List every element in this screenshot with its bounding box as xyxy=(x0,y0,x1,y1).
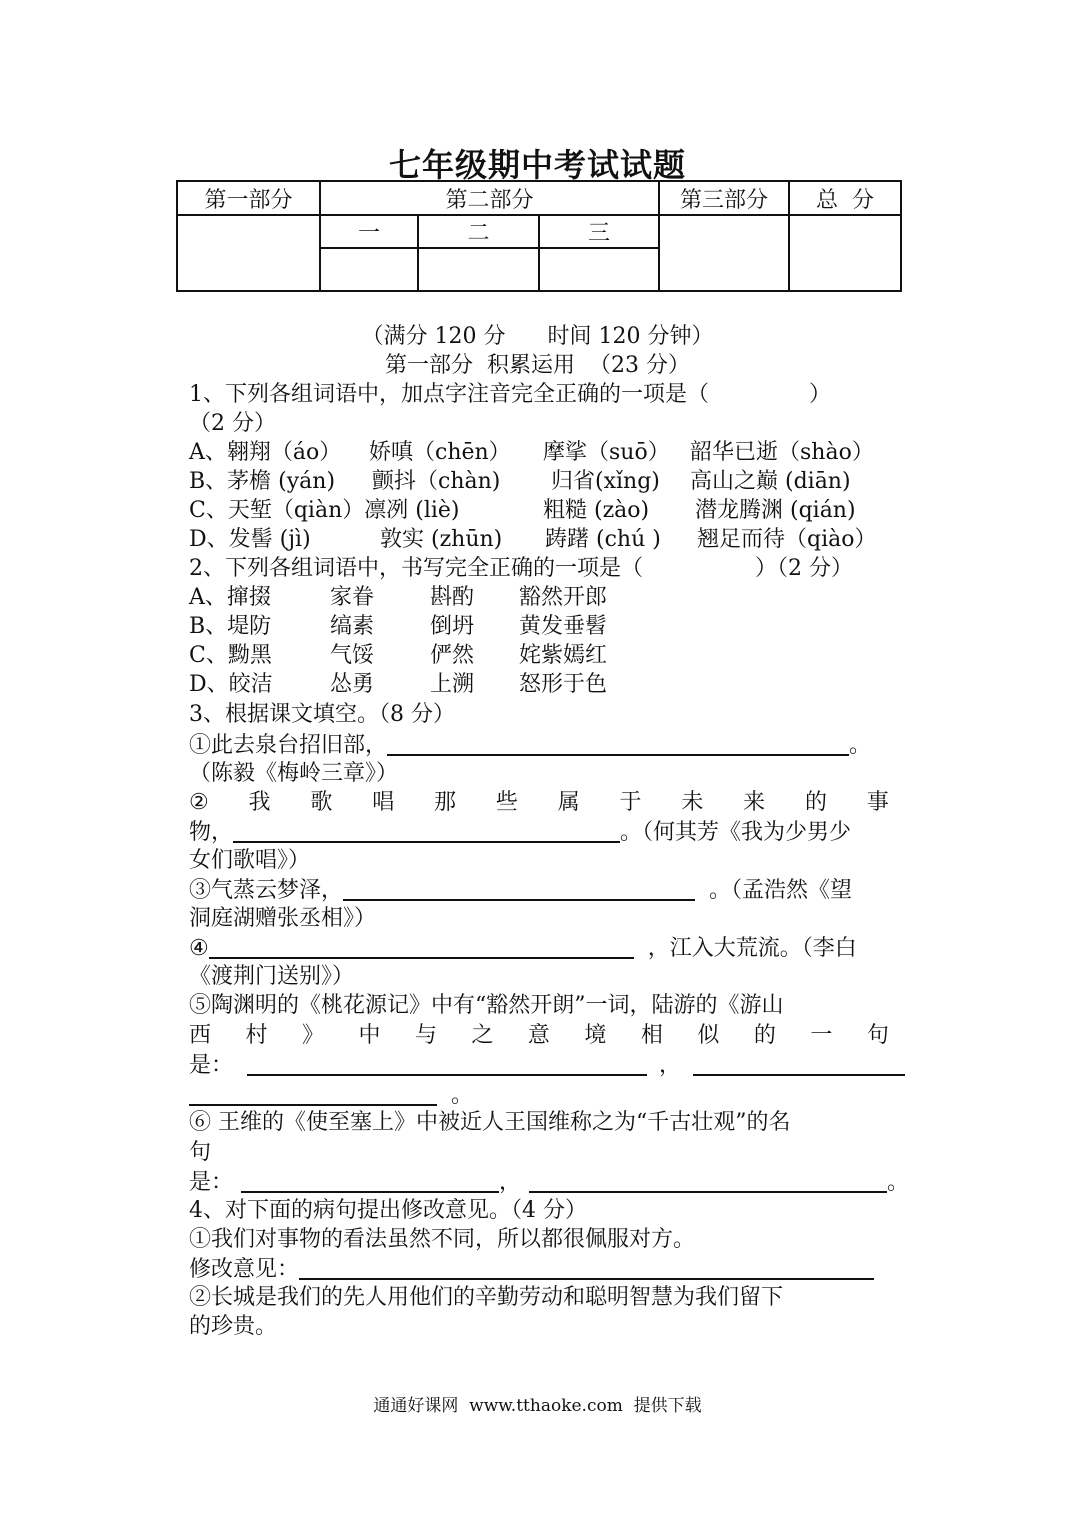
q2-option-d-word2: 怂勇 xyxy=(330,672,375,697)
score-header-part1: 第一部分 xyxy=(177,181,320,215)
q2-option-b: B、堤防 xyxy=(189,614,272,639)
q1-option-a: A、翱翔（áo） xyxy=(189,440,342,465)
exam-info: （满分 120 分 时间 120 分钟） xyxy=(361,324,714,349)
q3-item-3-source: 洞庭湖赠张丞相》） xyxy=(189,906,377,931)
q1-option-d-word3: 踌躇 (chú ) xyxy=(545,527,661,552)
q2-stem: 2、下列各组词语中，书写完全正确的一项是（ ）（2 分） xyxy=(189,556,853,581)
exam-title: 七年级期中考试试题 xyxy=(388,146,686,184)
q2-option-c-word4: 姹紫嫣红 xyxy=(519,643,608,668)
q3-item-4-blank[interactable] xyxy=(209,933,634,959)
score-sub-header-2: 二 xyxy=(418,215,539,248)
score-sub-header-1: 一 xyxy=(320,215,418,248)
q1-option-d-word2: 敦实 (zhūn) xyxy=(380,527,503,552)
q1-option-c: C、天堑（qiàn）凛冽 (liè) xyxy=(189,498,460,523)
q1-option-a-word3: 摩挲（suō） xyxy=(543,440,670,465)
q1-option-c-word3: 粗糙 (zào) xyxy=(543,498,650,523)
q3-item-4-source: 《渡荆门送别》） xyxy=(189,964,355,989)
q3-item-2-line2: 物， 。（何其芳《我为少男少 xyxy=(189,817,851,848)
q4-sentence-1: ①我们对事物的看法虽然不同，所以都很佩服对方。 xyxy=(189,1227,696,1252)
q1-stem: 1、下列各组词语中，加点字注音完全正确的一项是（ ） xyxy=(189,382,832,407)
q3-item-5-blank-2[interactable] xyxy=(693,1050,905,1076)
score-header-part2: 第二部分 xyxy=(320,181,659,215)
q3-item-6-blank-1[interactable] xyxy=(241,1167,499,1193)
q3-item-2-line1: ② 我 歌 唱 那 些 属 于 未 来 的 事 xyxy=(189,790,889,815)
score-cell-sub1 xyxy=(320,248,418,291)
q4-fix-blank[interactable] xyxy=(299,1254,874,1280)
q2-option-a-word2: 家眷 xyxy=(330,585,375,610)
q3-item-3-blank[interactable] xyxy=(343,875,695,901)
q3-item-5-line4: 。 xyxy=(189,1080,473,1111)
q1-option-a-word4: 韶华已逝（shào） xyxy=(690,440,874,465)
q1-points: （2 分） xyxy=(189,411,276,436)
q3-item-5-blank-1[interactable] xyxy=(247,1050,647,1076)
score-sub-header-3: 三 xyxy=(539,215,659,248)
q2-option-c-word3: 俨然 xyxy=(430,643,475,668)
section-heading: 第一部分 积累运用 （23 分） xyxy=(385,353,690,378)
q3-item-6-blank-2[interactable] xyxy=(529,1167,887,1193)
score-header-total: 总 分 xyxy=(789,181,901,215)
q2-option-a: A、撺掇 xyxy=(189,585,271,610)
q1-option-b: B、茅檐 (yán) xyxy=(189,469,336,494)
q3-item-5-line1: ⑤陶渊明的《桃花源记》中有“豁然开朗”一词，陆游的《游山 xyxy=(189,993,784,1018)
score-header-part3: 第三部分 xyxy=(659,181,789,215)
q3-item-3: ③气蒸云梦泽， 。（孟浩然《望 xyxy=(189,875,852,906)
q1-option-b-word3: 归省(xǐng) xyxy=(551,469,660,494)
score-cell-sub2 xyxy=(418,248,539,291)
q3-item-1-blank[interactable] xyxy=(387,730,849,756)
q1-option-b-word2: 颤抖（chàn) xyxy=(372,469,501,494)
q2-option-a-word3: 斟酌 xyxy=(430,585,475,610)
q1-option-a-word2: 娇嗔（chēn） xyxy=(369,440,511,465)
q3-item-6-line2: 句 xyxy=(189,1140,212,1165)
score-cell-sub3 xyxy=(539,248,659,291)
q2-option-c-word2: 气馁 xyxy=(330,643,375,668)
q2-option-d-word3: 上溯 xyxy=(430,672,475,697)
score-cell-part1 xyxy=(177,215,320,291)
q3-item-2-blank[interactable] xyxy=(233,817,620,843)
q3-item-6-line1: ⑥ 王维的《使至塞上》中被近人王国维称之为“千古壮观”的名 xyxy=(189,1110,791,1135)
q2-option-c: C、黝黑 xyxy=(189,643,272,668)
q1-option-d: D、发髻 (jì) xyxy=(189,527,311,552)
score-cell-part3 xyxy=(659,215,789,291)
score-cell-total xyxy=(789,215,901,291)
q4-stem: 4、对下面的病句提出修改意见。（4 分） xyxy=(189,1198,587,1223)
q3-item-5-line3: 是： ， xyxy=(189,1050,905,1081)
q4-sentence-2-line2: 的珍贵。 xyxy=(189,1314,278,1339)
q3-item-2-line3: 女们歌唱》） xyxy=(189,848,311,873)
q1-option-d-word4: 翘足而待（qiào） xyxy=(697,527,877,552)
score-table xyxy=(176,180,902,292)
q3-item-1: ①此去泉台招旧部， 。 xyxy=(189,730,871,761)
q2-option-d-word4: 怒形于色 xyxy=(519,672,608,697)
footer-credit: 通通好课网 www.tthaoke.com 提供下载 xyxy=(373,1396,702,1416)
q3-item-1-source: （陈毅《梅岭三章》） xyxy=(189,761,399,786)
q2-option-d: D、皎洁 xyxy=(189,672,273,697)
q2-option-a-word4: 豁然开郎 xyxy=(519,585,608,610)
q3-item-4: ④ ，江入大荒流。（李白 xyxy=(189,933,857,964)
q1-option-c-word4: 潜龙腾渊 (qián) xyxy=(695,498,856,523)
q1-option-b-word4: 高山之巅 (diān) xyxy=(690,469,851,494)
q3-item-5-blank-3[interactable] xyxy=(189,1080,437,1106)
q3-item-5-line2: 西 村 》 中 与 之 意 境 相 似 的 一 句 xyxy=(189,1023,889,1048)
q2-option-b-word2: 缟素 xyxy=(330,614,375,639)
q4-fix-line: 修改意见： xyxy=(189,1254,874,1285)
q2-option-b-word4: 黄发垂髫 xyxy=(519,614,608,639)
q3-stem: 3、根据课文填空。（8 分） xyxy=(189,702,455,727)
q4-sentence-2-line1: ②长城是我们的先人用他们的辛勤劳动和聪明智慧为我们留下 xyxy=(189,1285,784,1310)
q2-option-b-word3: 倒坍 xyxy=(430,614,475,639)
q3-item-6-line3: 是： ， 。 xyxy=(189,1167,909,1198)
